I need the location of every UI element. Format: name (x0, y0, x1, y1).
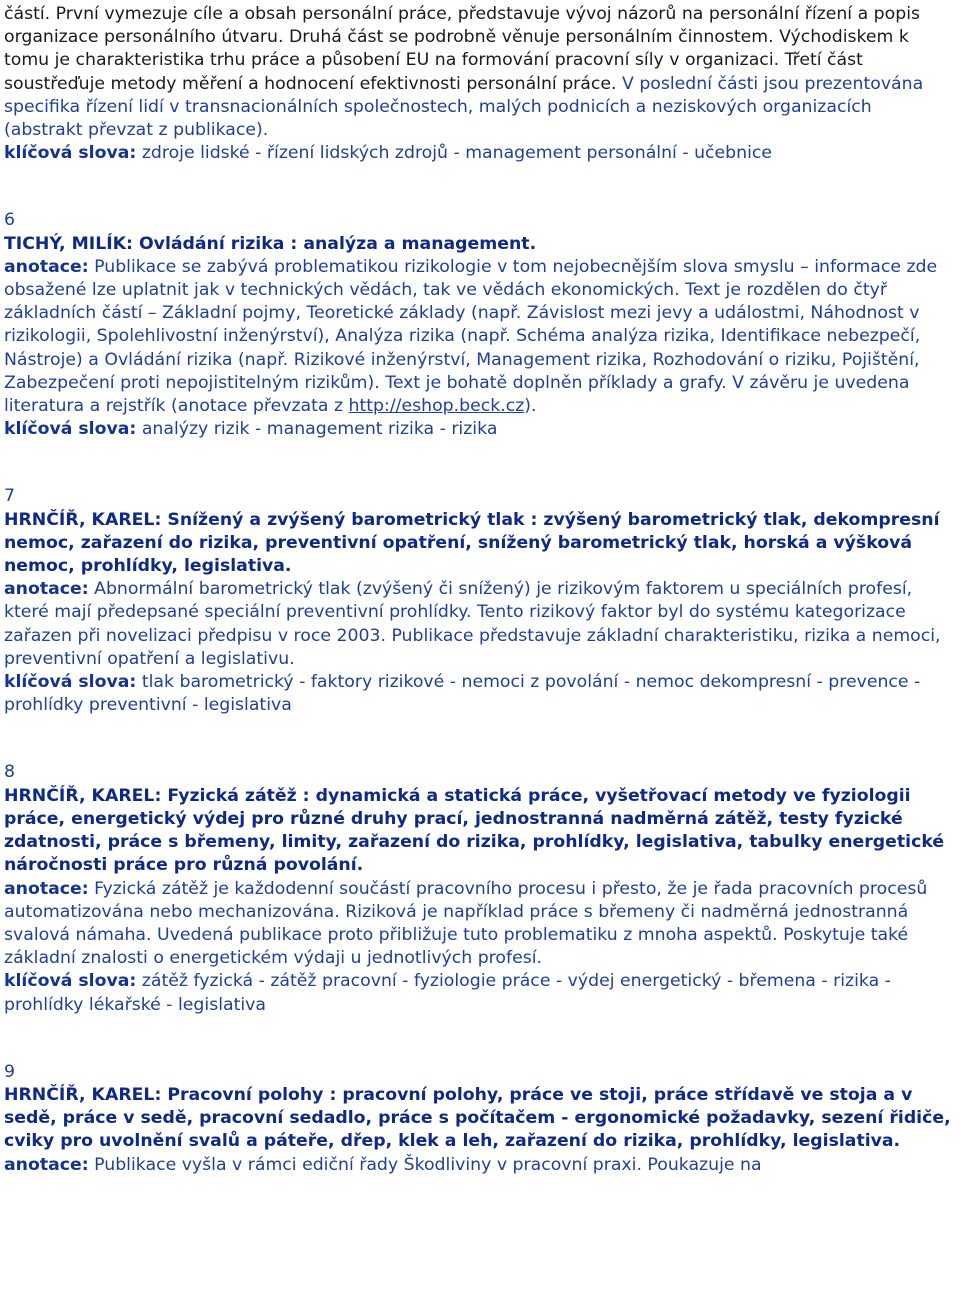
annotation-label: anotace: (4, 256, 89, 277)
keywords-label: klíčová slova: (4, 672, 137, 693)
annotation-text: Fyzická zátěž je každodenní součástí pracovního procesu i přesto, že je řada pracovních procesů automatizována nebo mechanizována. Riziková je například práce s břemeny či nadměrná jednostranná svalová námaha. Uvedená publikace proto přibližuje tuto problematiku z mnoha aspektů. Poskytuje také základní znalosti o energetickém výdaji u jednotlivých profesí. (4, 878, 928, 969)
entry-annotation (4, 256, 954, 418)
entry-title: HRNČÍŘ, KAREL: Pracovní polohy : pracovní polohy, práce ve stoji, práce střídavě ve stoja a v sedě, práce v sedě, pracovní sedadlo, práce s počítačem - ergonomické požadavky, sezení řidiče, cviky pro uvolnění svalů a páteře, dřep, klek a leh, zařazení do rizika, prohlídky, legislativa. (4, 1084, 951, 1152)
entry-keywords (4, 418, 954, 441)
entry-number: 7 (4, 486, 15, 507)
keywords-text: zátěž fyzická - zátěž pracovní - fyziologie práce - výdej energetický - břemena - rizika - prohlídky lékařské - legislativa (4, 971, 891, 1015)
entry-keywords (4, 671, 954, 717)
entry-title: TICHÝ, MILÍK: Ovládání rizika : analýza a management. (4, 233, 537, 254)
entry-9 (4, 1061, 954, 1177)
entry-6 (4, 209, 954, 441)
keywords-text: zdroje lidské - řízení lidských zdrojů - management personální - učebnice (136, 143, 773, 164)
annotation-text: Publikace se zabývá problematikou rizikologie v tom nejobecnějším slova smyslu – informace zde obsažené lze uplatnit jak v technických vědách, tak ve vědách ekonomických. Text je rozdělen do čtyř základních částí – Základní pojmy, Teoretické základy (např. Závislost mezi jevy a událostmi, Náhodnost v rizikologii, Spolehlivostní inženýrství), Analýza rizika (např. Schéma analýza rizika, Identifikace nebezpečí, Nástroje) a Ovládání rizika (např. Rizikové inženýrství, Management rizika, Rozhodování o riziku, Pojištění, Zabezpečení proti nepojistitelným rizikům). Text je bohatě doplněn příklady a grafy. V závěru je uvedena literatura a rejstřík (anotace převzata z (4, 256, 938, 417)
entry-number: 8 (4, 762, 15, 783)
entry-annotation (4, 1154, 954, 1177)
keywords-label: klíčová slova: (4, 143, 137, 164)
keywords-text: tlak barometrický - faktory rizikové - nemoci z povolání - nemoc dekompresní - prevence - prohlídky preventivní - legislativa (4, 672, 921, 716)
annotation-label: anotace: (4, 1154, 89, 1175)
entry-keywords (4, 970, 954, 1016)
document-page (0, 3, 960, 1300)
entry-annotation (4, 878, 954, 971)
annotation-label: anotace: (4, 878, 89, 899)
entry-8 (4, 761, 954, 1016)
entry-5-annotation-text-rest: V poslední části jsou prezentována specifika řízení lidí v transnacionálních společnostech, malých podnicích a neziskových organizacích (abstrakt převzat z publikace). (4, 73, 924, 141)
annotation-text: Abnormální barometrický tlak (zvýšený či snížený) je rizikovým faktorem u speciálních profesí, které mají předepsané speciální preventivní prohlídky. Tento rizikový faktor byl do systému kategorizace zařazen při novelizaci předpisu v roce 2003. Publikace představuje základní charakteristiku, rizika a nemoci, preventivní opatření a legislativu. (4, 579, 941, 669)
entry-7 (4, 485, 954, 717)
entry-number: 6 (4, 210, 15, 231)
annotation-label: anotace: (4, 579, 89, 600)
annotation-text: Publikace vyšla v rámci ediční řady Škodliviny v pracovní praxi. Poukazuje na (88, 1154, 762, 1175)
keywords-label: klíčová slova: (4, 419, 137, 440)
entry-title: HRNČÍŘ, KAREL: Fyzická zátěž : dynamická a statická práce, vyšetřovací metody ve fyziologii práce, energetický výdej pro různé druhy prací, jednostranná nadměrná zátěž, testy fyzické zdatnosti, práce s břemeny, limity, zařazení do rizika, prohlídky, legislativa, tabulky energetické náročnosti práce pro různá povolání. (4, 785, 945, 876)
annotation-text-end: ). (524, 396, 537, 417)
entry-annotation (4, 578, 954, 671)
entry-5-continuation (4, 3, 954, 165)
entry-5-keywords (4, 142, 954, 165)
eshop-link[interactable]: http://eshop.beck.cz (348, 396, 525, 417)
entry-5-annotation (4, 3, 954, 142)
keywords-label: klíčová slova: (4, 971, 137, 992)
keywords-text: analýzy rizik - management rizika - rizika (136, 419, 498, 440)
entry-title: HRNČÍŘ, KAREL: Snížený a zvýšený barometrický tlak : zvýšený barometrický tlak, dekompresní nemoc, zařazení do rizika, preventivní opatření, snížený barometrický tlak, horská a výšková nemoc, prohlídky, legislativa. (4, 509, 940, 577)
entry-5-annotation-text: částí. První vymezuje cíle a obsah personální práce, představuje vývoj názorů na personální řízení a popis organizace personálního útvaru. Druhá část se podrobně věnuje personálním činnostem. Východiskem k tomu je charakteristika trhu práce a působení EU na formování pracovní síly v organizaci. Třetí část soustřeďuje metody měření a hodnocení efektivnosti personální práce. (4, 4, 920, 94)
entry-number: 9 (4, 1061, 15, 1082)
